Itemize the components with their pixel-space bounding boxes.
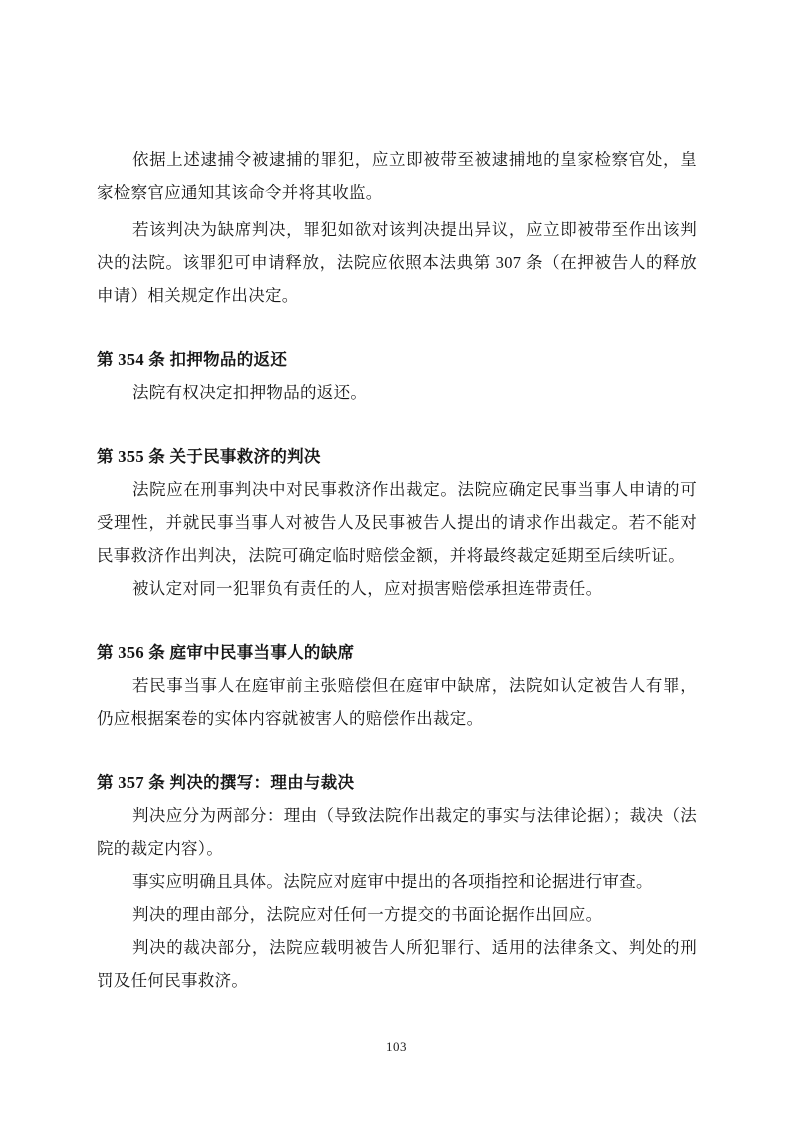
page-number: 103 (386, 1039, 407, 1054)
article-heading-357: 第 357 条 判决的撰写：理由与裁决 (97, 773, 355, 792)
article-357-paragraph-4: 判决的裁决部分，法院应载明被告人所犯罪行、适用的法律条文、判处的刑罚及任何民事救济。 (97, 938, 697, 990)
article-355-paragraph-1: 法院应在刑事判决中对民事救济作出裁定。法院应确定民事当事人申请的可受理性，并就民事当事人对被告人及民事被告人提出的请求作出裁定。若不能对民事救济作出判决，法院可确定临时赔偿金额，并将最终裁定延期至后续听证。 (97, 480, 697, 565)
article-heading-356: 第 356 条 庭审中民事当事人的缺席 (97, 643, 355, 662)
article-357-paragraph-1: 判决应分为两部分：理由（导致法院作出裁定的事实与法律论据）；裁决（法院的裁定内容）。 (97, 806, 697, 858)
article-heading-355: 第 355 条 关于民事救济的判决 (97, 447, 321, 466)
article-357-paragraph-2: 事实应明确且具体。法院应对庭审中提出的各项指控和论据进行审查。 (132, 872, 653, 891)
article-355-paragraph-2: 被认定对同一犯罪负有责任的人，应对损害赔偿承担连带责任。 (132, 579, 603, 598)
article-heading-354: 第 354 条 扣押物品的返还 (97, 350, 288, 369)
article-354-paragraph-1: 法院有权决定扣押物品的返还。 (132, 383, 368, 402)
page-content (97, 0, 697, 997)
article-357-paragraph-3: 判决的理由部分，法院应对任何一方提交的书面论据作出回应。 (132, 905, 603, 924)
intro-paragraph-1: 依据上述逮捕令被逮捕的罪犯，应立即被带至被逮捕地的皇家检察官处，皇家检察官应通知其该命令并将其收监。 (97, 150, 697, 202)
article-356-paragraph-1: 若民事当事人在庭审前主张赔偿但在庭审中缺席，法院如认定被告人有罪，仍应根据案卷的实体内容就被害人的赔偿作出裁定。 (97, 676, 697, 728)
intro-paragraph-2: 若该判决为缺席判决，罪犯如欲对该判决提出异议，应立即被带至作出该判决的法院。该罪犯可申请释放，法院应依照本法典第 307 条（在押被告人的释放申请）相关规定作出决定。 (97, 220, 697, 305)
